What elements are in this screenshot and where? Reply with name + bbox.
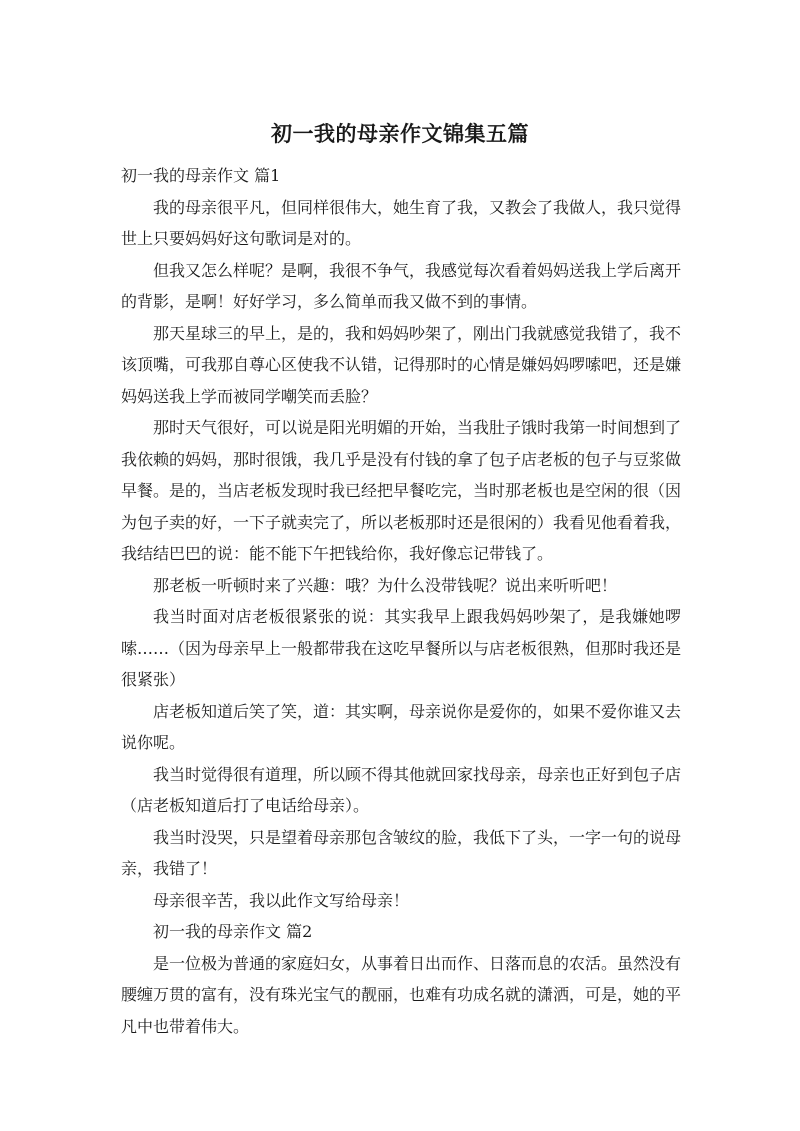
section-heading: 初一我的母亲作文 篇2 <box>153 922 313 941</box>
paragraph: 我的母亲很平凡，但同样很伟大，她生育了我，又教会了我做人，我只觉得世上只要妈妈好这句歌词是对的。 <box>121 197 682 248</box>
paragraph: 母亲很辛苦，我以此作文写给母亲！ <box>153 890 410 910</box>
document-title: 初一我的母亲作文锦集五篇 <box>271 122 529 146</box>
paragraph: 那时天气很好，可以说是阳光明媚的开始，当我肚子饿时我第一时间想到了我依赖的妈妈，那时很饿，我几乎是没有付钱的拿了包子店老板的包子与豆浆做早餐。是的，当店老板发现时我已经把早餐吃完，当时那老板也是空闲的很（因为包子卖的好，一下子就卖完了，所以老板那时还是很闲的）我看见他看着我，我结结巴巴的说：能不能下午把钱给你，我好像忘记带钱了。 <box>121 418 682 563</box>
paragraph: 我当时面对店老板很紧张的说：其实我早上跟我妈妈吵架了，是我嫌她啰嗦……（因为母亲早上一般都带我在这吃早餐所以与店老板很熟，但那时我还是很紧张） <box>121 607 682 689</box>
paragraph: 那老板一听顿时来了兴趣：哦？为什么没带钱呢？说出来听听吧！ <box>153 575 618 595</box>
paragraph: 我当时觉得很有道理，所以顾不得其他就回家找母亲，母亲也正好到包子店（店老板知道后打了电话给母亲）。 <box>121 764 682 815</box>
paragraph: 那天星球三的早上，是的，我和妈妈吵架了，刚出门我就感觉我错了，我不该顶嘴，可我那自尊心区使我不认错，记得那时的心情是嫌妈妈啰嗦吧，还是嫌妈妈送我上学而被同学嘲笑而丢脸？ <box>121 323 682 406</box>
section-heading: 初一我的母亲作文 篇1 <box>121 166 281 185</box>
paragraph: 是一位极为普通的家庭妇女，从事着日出而作、日落而息的农活。虽然没有腰缠万贯的富有，没有珠光宝气的靓丽，也难有功成名就的潇洒，可是，她的平凡中也带着伟大。 <box>121 953 682 1036</box>
paragraph: 店老板知道后笑了笑，道：其实啊，母亲说你是爱你的，如果不爱你谁又去说你呢。 <box>121 701 682 752</box>
paragraph: 我当时没哭，只是望着母亲那包含皱纹的脸，我低下了头，一字一句的说母亲，我错了！ <box>121 827 682 878</box>
paragraph: 但我又怎么样呢？是啊，我很不争气，我感觉每次看着妈妈送我上学后离开的背影，是啊！好好学习，多么简单而我又做不到的事情。 <box>121 260 682 311</box>
document-body <box>121 160 681 1042</box>
